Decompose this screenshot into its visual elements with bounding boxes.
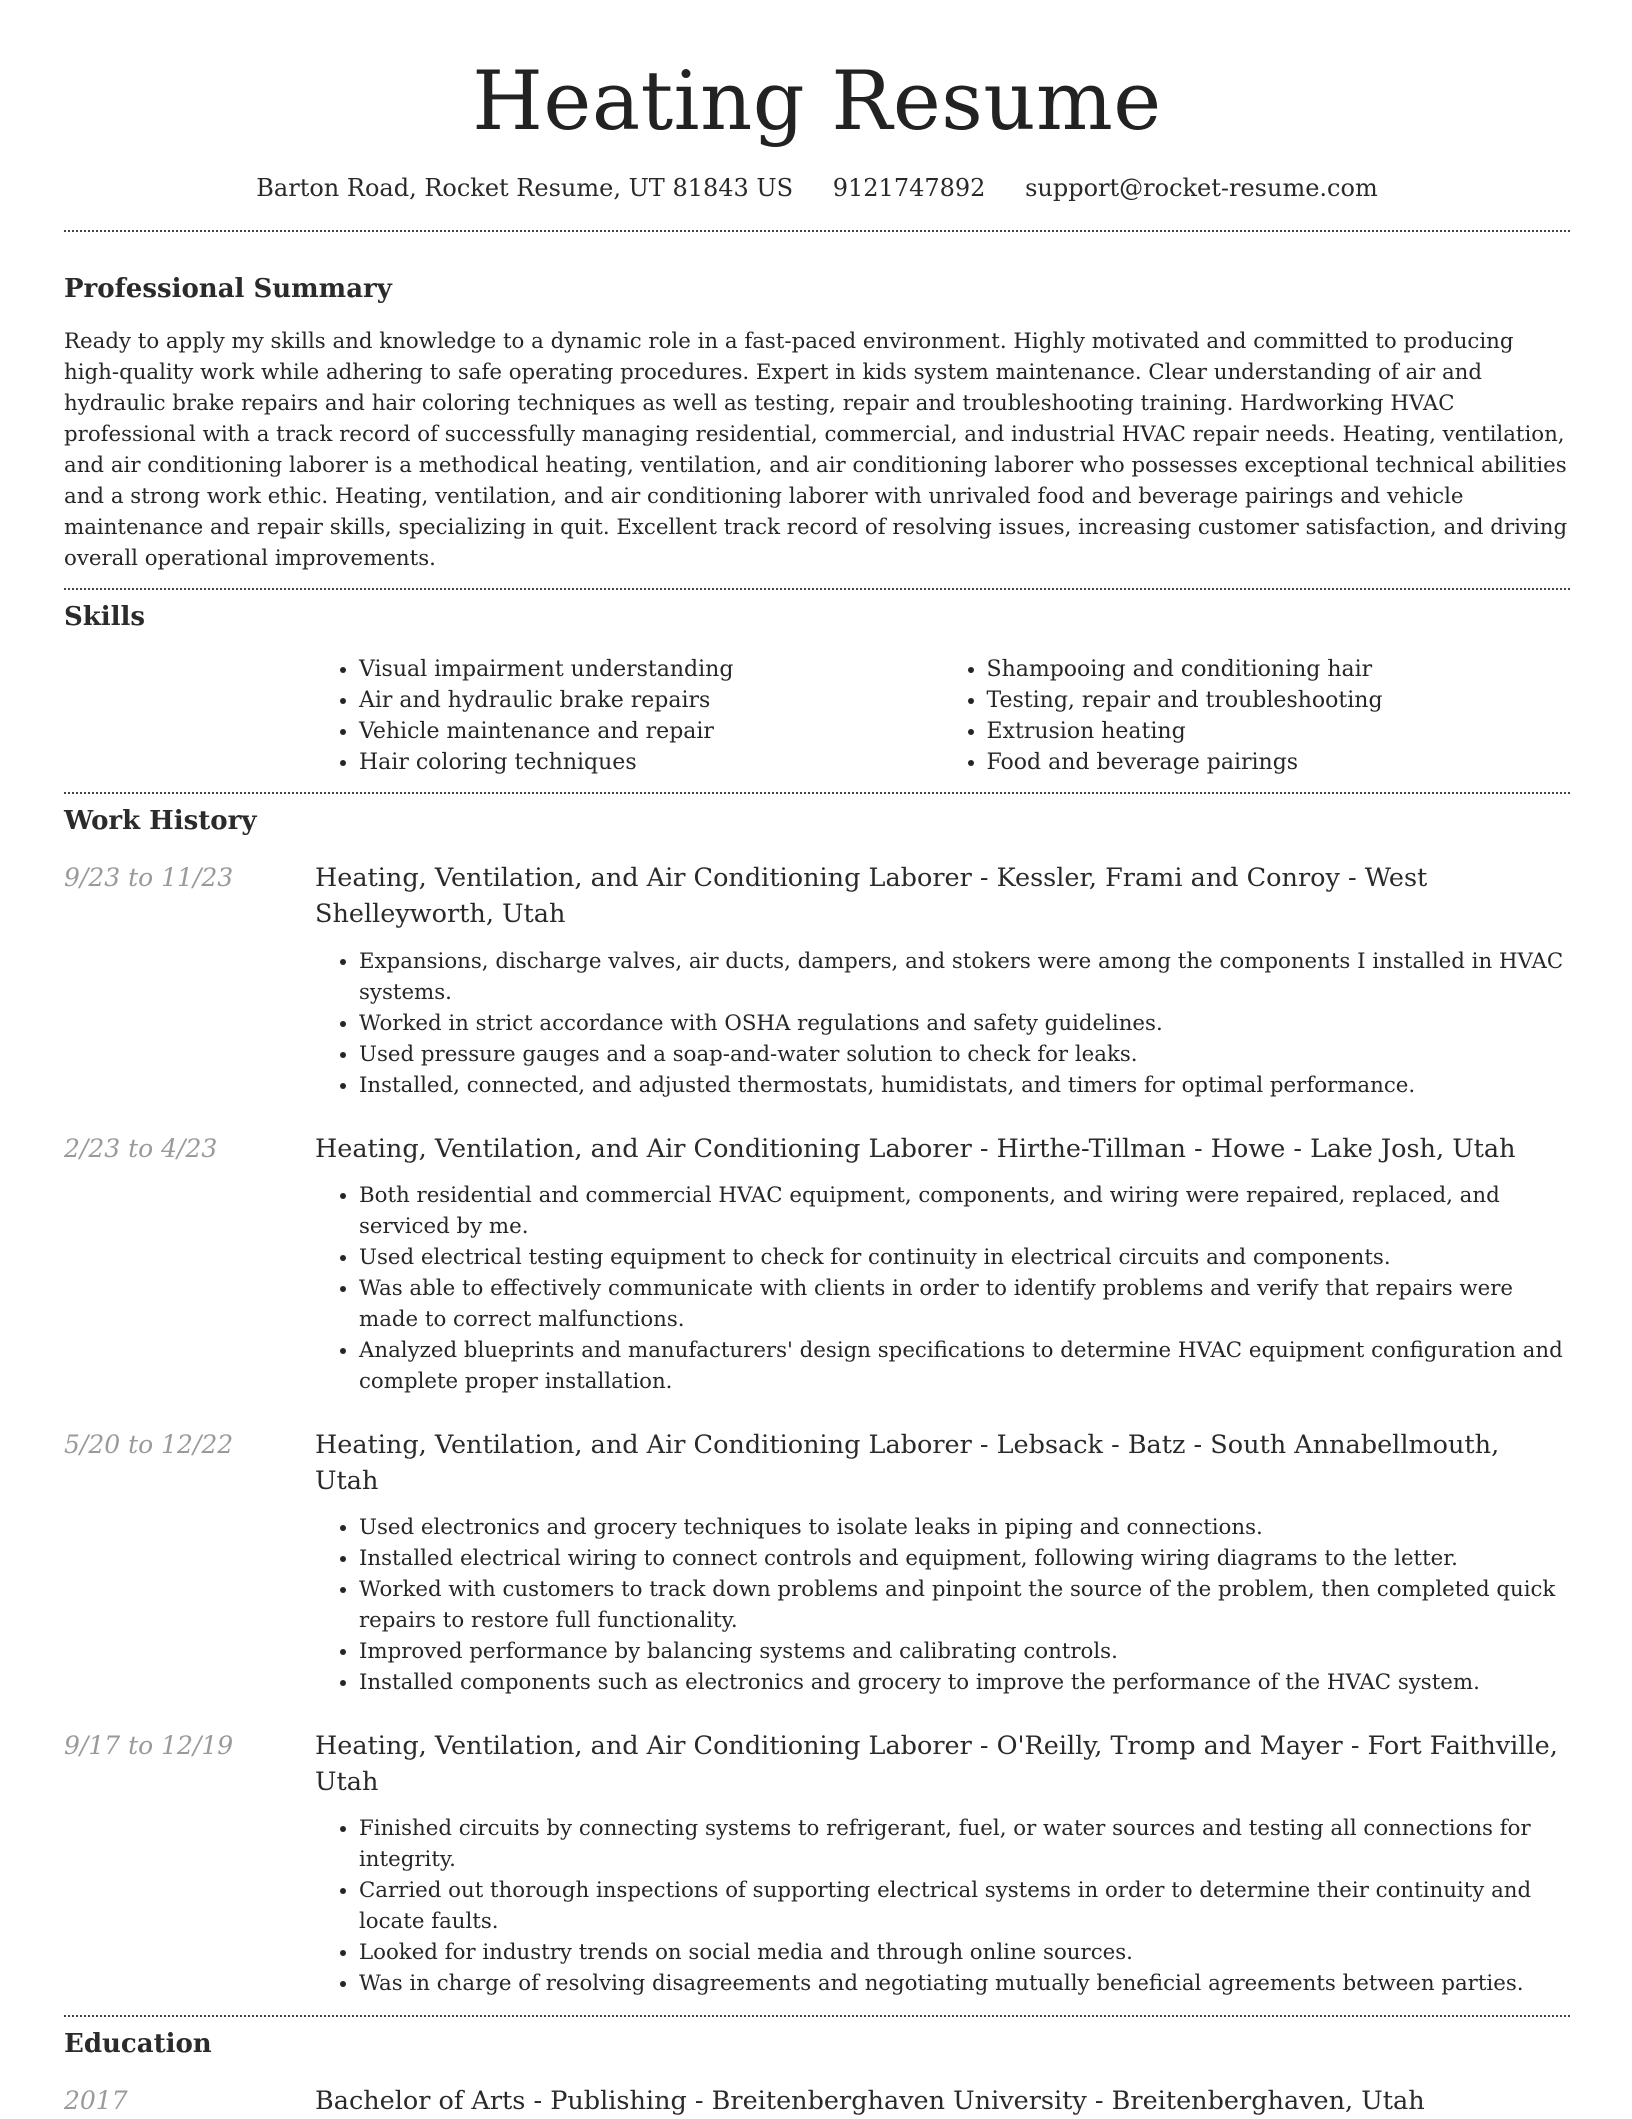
education-date: 2017 — [64, 2086, 128, 2115]
job-bullet: • Carried out thorough inspections of supporting electrical systems in order to determine their continuity and locate faults. — [359, 1875, 1570, 1937]
job-bullet: • Used electronics and grocery techniques to isolate leaks in piping and connections. — [359, 1512, 1570, 1543]
phone: 9121747892 — [832, 174, 986, 202]
summary-text: Ready to apply my skills and knowledge to a dynamic role in a fast-paced environment. Highly motivated and committed to producing high-quality work while adhering to safe operating procedures. Expert in kids system maintenance. Clear understanding of air and hydraulic brake repairs and hair coloring techniques as well as testing, repair and troubleshooting training. Hardworking HVAC professional with a track record of successfully managing residential, commercial, and industrial HVAC repair needs. Heating, ventilation, and air conditioning laborer is a methodical heating, ventilation, and air conditioning laborer who possesses exceptional technical abilities and a strong work ethic. Heating, ventilation, and air conditioning laborer with unrivaled food and beverage pairings and vehicle maintenance and repair skills, specializing in quit. Excellent track record of resolving issues, increasing customer satisfaction, and driving overall operational improvements. — [64, 329, 1568, 571]
job-title: Heating, Ventilation, and Air Conditioning Laborer - O'Reilly, Tromp and Mayer - Fort Faithville, Utah — [315, 1731, 1558, 1797]
skills-grid — [315, 654, 1570, 778]
job-bullets — [315, 946, 1570, 1101]
job-bullet: • Was in charge of resolving disagreements and negotiating mutually beneficial agreements between parties. — [359, 1968, 1570, 1999]
email: support@rocket-resume.com — [1025, 174, 1378, 202]
job-bullet: • Both residential and commercial HVAC equipment, components, and wiring were repaired, replaced, and serviced by me. — [359, 1180, 1570, 1242]
skills-right — [943, 654, 1571, 778]
job-date: 9/17 to 12/19 — [64, 1731, 234, 1760]
divider — [64, 230, 1570, 232]
job-bullet: • Installed electrical wiring to connect controls and equipment, following wiring diagrams to the letter. — [359, 1543, 1570, 1574]
skill-item: • Air and hydraulic brake repairs — [359, 685, 943, 716]
job-entry — [64, 1427, 1570, 1698]
job-entry — [64, 1728, 1570, 1999]
resume-name: Heating Resume — [472, 55, 1162, 149]
job-bullets — [315, 1813, 1570, 1999]
divider — [64, 2015, 1570, 2017]
education-body — [315, 2083, 1570, 2119]
skill-item: • Extrusion heating — [987, 716, 1571, 747]
summary-section — [64, 272, 1570, 574]
work-title: Work History — [64, 806, 257, 836]
job-bullet: • Used pressure gauges and a soap-and-water solution to check for leaks. — [359, 1039, 1570, 1070]
skill-item: • Vehicle maintenance and repair — [359, 716, 943, 747]
job-bullet: • Finished circuits by connecting systems to refrigerant, fuel, or water sources and testing all connections for integrity. — [359, 1813, 1570, 1875]
skill-item: • Visual impairment understanding — [359, 654, 943, 685]
job-bullet: • Was able to effectively communicate with clients in order to identify problems and verify that repairs were made to correct malfunctions. — [359, 1273, 1570, 1335]
skills-left — [315, 654, 943, 778]
address: Barton Road, Rocket Resume, UT 81843 US — [256, 174, 794, 202]
education-title-text: Bachelor of Arts - Publishing - Breitenberghaven University - Breitenberghaven, Utah — [315, 2086, 1425, 2116]
job-bullet: • Expansions, discharge valves, air ducts, dampers, and stokers were among the components I installed in HVAC systems. — [359, 946, 1570, 1008]
divider — [64, 792, 1570, 794]
job-bullet: • Worked in strict accordance with OSHA regulations and safety guidelines. — [359, 1008, 1570, 1039]
job-bullet: • Installed, connected, and adjusted thermostats, humidistats, and timers for optimal performance. — [359, 1070, 1570, 1101]
job-bullet: • Worked with customers to track down problems and pinpoint the source of the problem, then completed quick repairs to restore full functionality. — [359, 1574, 1570, 1636]
job-title: Heating, Ventilation, and Air Conditioning Laborer - Lebsack - Batz - South Annabellmouth, Utah — [315, 1430, 1500, 1496]
work-section — [64, 804, 1570, 1999]
job-bullet: • Looked for industry trends on social media and through online sources. — [359, 1937, 1570, 1968]
job-body — [315, 860, 1570, 1101]
skill-item: • Food and beverage pairings — [987, 747, 1571, 778]
job-title: Heating, Ventilation, and Air Conditioning Laborer - Hirthe-Tillman - Howe - Lake Josh, Utah — [315, 1134, 1516, 1164]
job-body — [315, 1427, 1570, 1698]
job-date: 9/23 to 11/23 — [64, 863, 234, 892]
divider — [64, 588, 1570, 590]
job-bullets — [315, 1512, 1570, 1698]
contact-line — [64, 172, 1570, 204]
resume-page — [64, 0, 1570, 2119]
summary-title: Professional Summary — [64, 274, 392, 304]
job-entry — [64, 1131, 1570, 1397]
job-bullets — [315, 1180, 1570, 1397]
job-bullet: • Improved performance by balancing systems and calibrating controls. — [359, 1636, 1570, 1667]
job-bullet: • Analyzed blueprints and manufacturers' design specifications to determine HVAC equipment configuration and complete proper installation. — [359, 1335, 1570, 1397]
job-body — [315, 1728, 1570, 1999]
skill-item: • Testing, repair and troubleshooting — [987, 685, 1571, 716]
job-date: 2/23 to 4/23 — [64, 1134, 218, 1163]
job-bullet: • Installed components such as electronics and grocery to improve the performance of the HVAC system. — [359, 1667, 1570, 1698]
skill-item: • Shampooing and conditioning hair — [987, 654, 1571, 685]
education-entry — [64, 2083, 1570, 2119]
job-entry — [64, 860, 1570, 1101]
education-section — [64, 2027, 1570, 2119]
skill-item: • Hair coloring techniques — [359, 747, 943, 778]
job-title: Heating, Ventilation, and Air Conditioning Laborer - Kessler, Frami and Conroy - West Shelleyworth, Utah — [315, 863, 1428, 929]
skills-title: Skills — [64, 602, 146, 632]
job-date: 5/20 to 12/22 — [64, 1430, 234, 1459]
job-bullet: • Used electrical testing equipment to check for continuity in electrical circuits and components. — [359, 1242, 1570, 1273]
job-body — [315, 1131, 1570, 1397]
education-title: Education — [64, 2029, 212, 2059]
skills-section — [64, 600, 1570, 778]
